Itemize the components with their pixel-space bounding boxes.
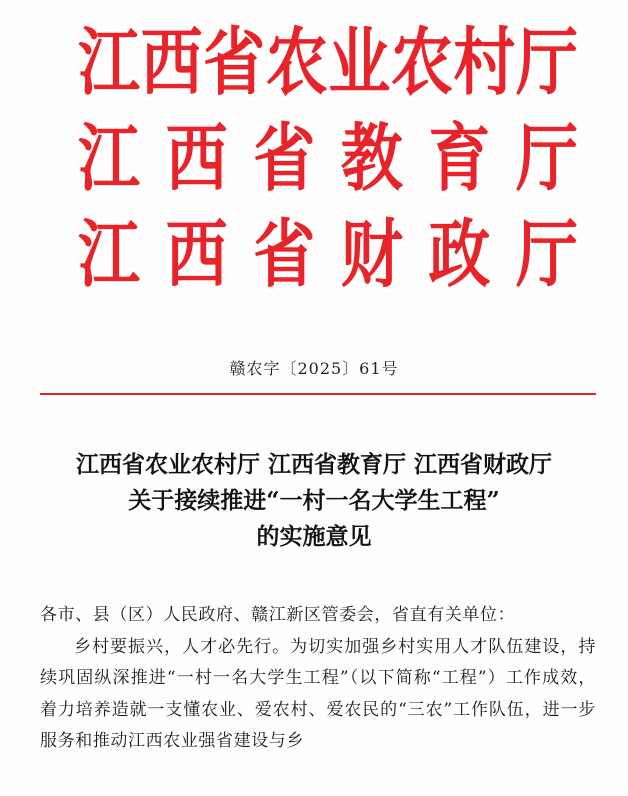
issuer-agriculture [78, 18, 578, 106]
issuer-education [78, 114, 578, 202]
document-title [0, 447, 628, 555]
issuer-char: 西 [165, 114, 228, 202]
issuer-char: 省 [203, 18, 266, 106]
red-separator-line [40, 393, 596, 395]
issuer-char: 财 [340, 210, 403, 298]
document-number: 赣农字〔2025〕61号 [229, 359, 399, 378]
issuer-char: 省 [253, 210, 316, 298]
issuer-char: 江 [78, 114, 141, 202]
issuer-char: 业 [328, 18, 391, 106]
paragraph: 乡村要振兴，人才必先行。为切实加强乡村实用人才队伍建设，持续巩固纵深推进“一村一名大学生工程”（以下简称“工程”）工作成效，着力培养造就一支懂农业、爱农村、爱农民的“三农”工作队伍，进一步服务和推动江西农业强省建设与乡 [40, 636, 596, 751]
issuer-finance [78, 210, 578, 298]
issuer-char: 政 [428, 210, 491, 298]
issuer-char: 农 [390, 18, 453, 106]
issuer-char: 村 [453, 18, 516, 106]
salutation: 各市、县（区）人民政府、赣江新区管委会，省直有关单位： [40, 605, 516, 625]
issuer-char: 西 [165, 210, 228, 298]
issuer-char: 厅 [515, 114, 578, 202]
issuer-char: 厅 [515, 18, 578, 106]
issuer-char: 育 [428, 114, 491, 202]
issuer-char: 省 [253, 114, 316, 202]
issuer-char: 江 [78, 210, 141, 298]
issuer-char: 江 [78, 18, 141, 106]
issuer-header [78, 18, 578, 314]
issuer-char: 厅 [515, 210, 578, 298]
title-line-2: 关于接续推进“一村一名大学生工程” [128, 487, 500, 514]
issuer-char: 教 [340, 114, 403, 202]
document-body [40, 600, 596, 758]
title-line-1: 江西省农业农村厅 江西省教育厅 江西省财政厅 [75, 451, 552, 478]
issuer-char: 西 [140, 18, 203, 106]
issuer-char: 农 [265, 18, 328, 106]
title-line-3: 的实施意见 [256, 523, 372, 550]
